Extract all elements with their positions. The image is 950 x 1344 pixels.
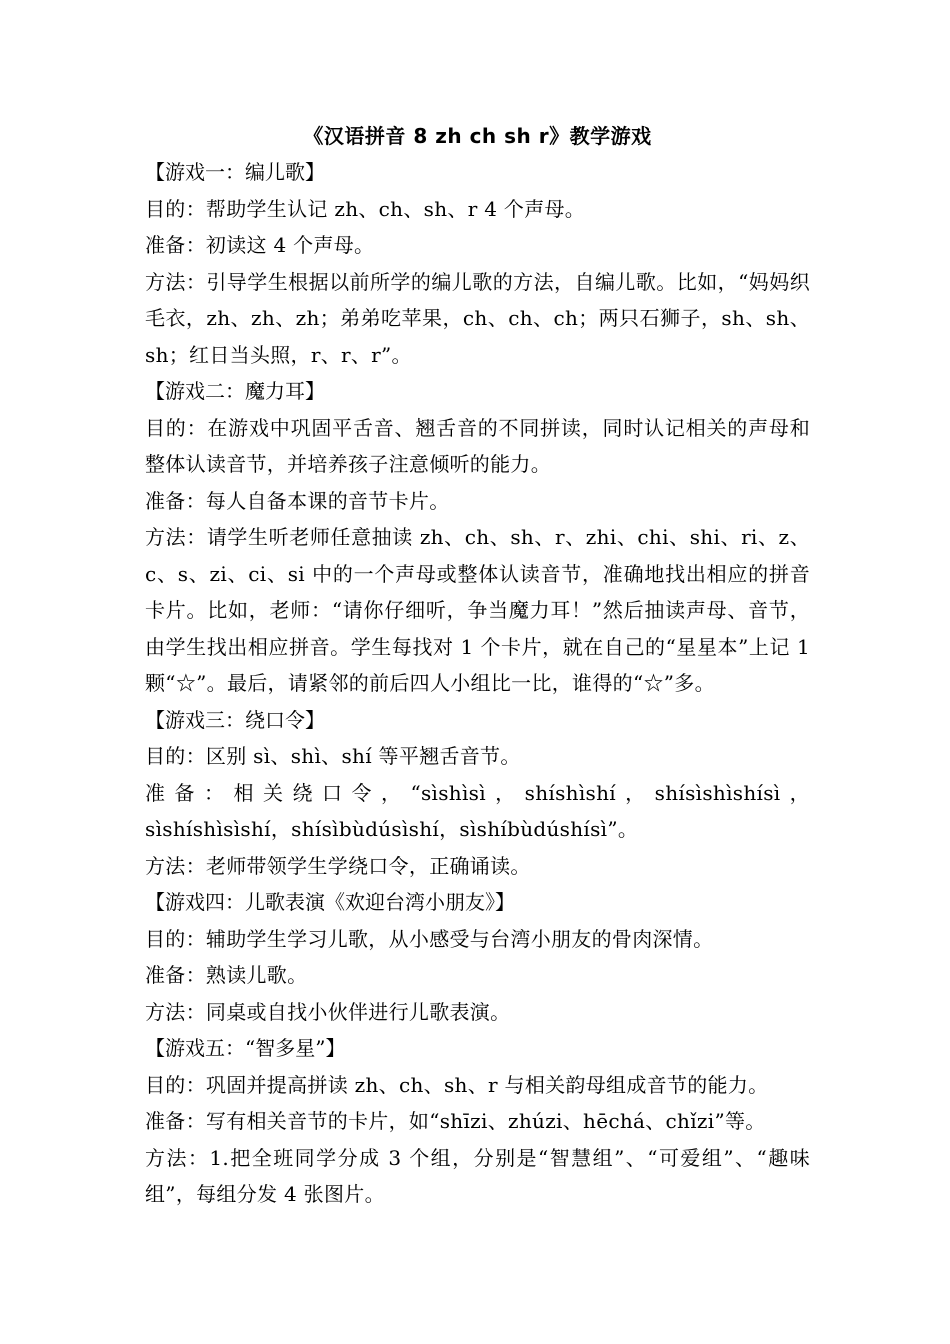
game-heading: 【游戏五：“智多星”】 — [145, 1036, 346, 1060]
document-title: 《汉语拼音 8 zh ch sh r》教学游戏 — [303, 124, 652, 148]
game-section-2 — [145, 373, 810, 702]
document-page — [145, 118, 810, 1213]
game-prep: 准备：熟读儿歌。 — [145, 963, 308, 987]
game-section-3 — [145, 702, 810, 885]
game-prep: 准备：写有相关音节的卡片，如“shīzi、zhúzi、hēchá、chǐzi”等。 — [145, 1109, 766, 1133]
game-heading: 【游戏二：魔力耳】 — [145, 379, 325, 403]
game-section-5 — [145, 1030, 810, 1213]
game-goal: 目的：帮助学生认记 zh、ch、sh、r 4 个声母。 — [145, 196, 586, 221]
game-prep: 准备：每人自备本课的音节卡片。 — [145, 488, 450, 513]
game-method: 方法：同桌或自找小伙伴进行儿歌表演。 — [145, 999, 511, 1024]
game-section-1 — [145, 154, 810, 373]
game-goal: 目的：辅助学生学习儿歌，从小感受与台湾小朋友的骨肉深情。 — [145, 926, 714, 951]
game-goal: 目的：在游戏中巩固平舌音、翘舌音的不同拼读，同时认记相关的声母和整体认读音节，并培养孩子注意倾听的能力。 — [145, 415, 810, 476]
game-heading: 【游戏四：儿歌表演《欢迎台湾小朋友》】 — [145, 890, 515, 914]
game-goal: 目的：巩固并提高拼读 zh、ch、sh、r 与相关韵母组成音节的能力。 — [145, 1072, 769, 1097]
game-goal: 目的：区别 sì、shì、shí 等平翘舌音节。 — [145, 744, 521, 768]
game-method: 方法：请学生听老师任意抽读 zh、ch、sh、r、zhi、chi、shi、ri、z、c、s、zi、ci、si 中的一个声母或整体认读音节，准确地找出相应的拼音卡片。比如，老师：“请你仔细听，争当魔力耳！”然后抽读声母、音节，由学生找出相应拼音。学生每找对 1 个卡片，就在自己的“星星本”上记 1 颗“☆”。最后，请紧邻的前后四人小组比一比，谁得的“☆”多。 — [145, 525, 810, 695]
game-prep: 准备：初读这 4 个声母。 — [145, 233, 375, 257]
game-method: 方法：老师带领学生学绕口令，正确诵读。 — [145, 853, 531, 878]
game-prep: 准备：相关绕口令，“sìshìsì，shíshìshí，shísìshìshísì，sìshíshìsìshí，shísìbùdúsìshí，sìshíbùdúshísì”。 — [145, 780, 810, 841]
game-heading: 【游戏三：绕口令】 — [145, 707, 325, 732]
game-section-4 — [145, 884, 810, 1030]
game-method: 方法：引导学生根据以前所学的编儿歌的方法，自编儿歌。比如，“妈妈织毛衣，zh、zh、zh；弟弟吃苹果，ch、ch、ch；两只石狮子，sh、sh、sh；红日当头照，r、r、r”。 — [145, 269, 810, 367]
game-heading: 【游戏一：编儿歌】 — [145, 160, 325, 184]
game-method: 方法：1.把全班同学分成 3 个组，分别是“智慧组”、“可爱组”、“趣味组”，每组分发 4 张图片。 — [145, 1145, 810, 1206]
